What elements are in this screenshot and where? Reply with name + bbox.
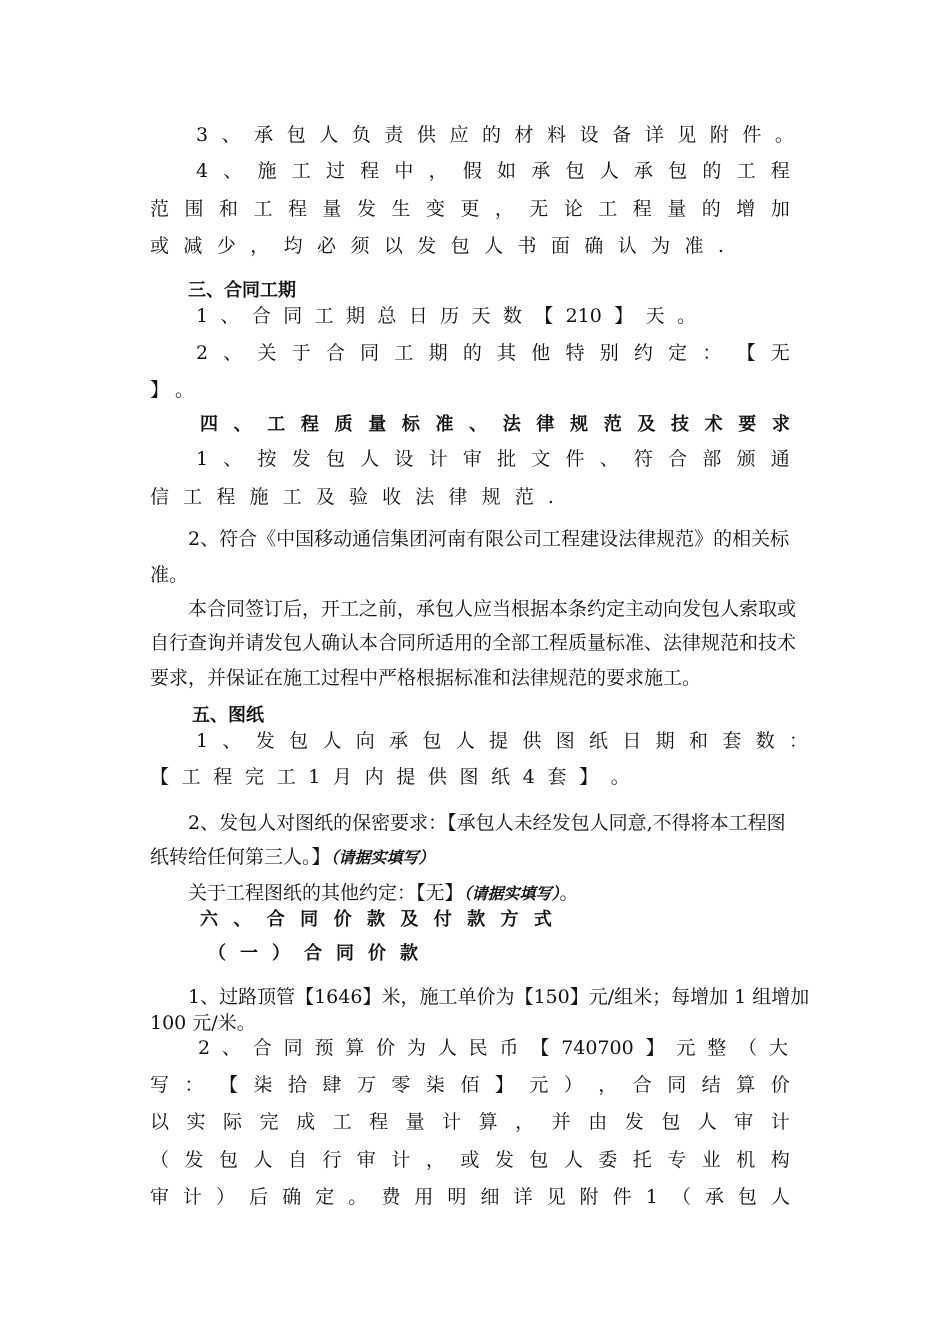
fill-note: （请据实填写） [330, 848, 435, 867]
section-6-1-heading: （ 一 ） 合 同 价 款 [208, 943, 418, 964]
section-3-heading: 三、合同工期 [188, 280, 296, 301]
clause-5-2: 2、发包人对图纸的保密要求：【承包人未经发包人同意,不得将本工程图 [188, 812, 786, 834]
clause-4-para-2: 自行查询并请发包人确认本合同所适用的全部工程质量标准、法律规范和技术 [150, 632, 797, 654]
clause-2-4: 4 、 施 工 过 程 中 ， 假 如 承 包 人 承 包 的 工 程 [196, 160, 790, 182]
clause-5-2-text: 纸转给任何第三人。】 [150, 846, 331, 868]
clause-2-4-cont-2: 或 减 少 ， 均 必 须 以 发 包 人 书 面 确 认 为 准 . [150, 235, 724, 257]
clause-3-1: 1 、 合 同 工 期 总 日 历 天 数 【 210 】 天 。 [196, 305, 696, 327]
fill-note: （请据实填写） [463, 884, 560, 903]
section-6-heading: 六 、 合 同 价 款 及 付 款 方 式 [200, 909, 552, 930]
section-5-heading: 五、图纸 [192, 705, 264, 726]
clause-5-other: 关于工程图纸的其他约定：【无】（请据实填写）。 [188, 882, 579, 904]
clause-4-2-cont: 准。 [150, 564, 189, 586]
clause-6-2-cont-3: （ 发 包 人 自 行 审 计 ， 或 发 包 人 委 托 专 业 机 构 [150, 1149, 790, 1171]
clause-5-2-cont [150, 844, 790, 871]
clause-4-1: 1 、 按 发 包 人 设 计 审 批 文 件 、 符 合 部 颁 通 [196, 448, 790, 470]
section-4-heading: 四 、 工 程 质 量 标 准 、 法 律 规 范 及 技 术 要 求 [200, 414, 790, 435]
clause-4-1-cont: 信 工 程 施 工 及 验 收 法 律 规 范 . [150, 486, 554, 508]
clause-5-1: 1 、 发 包 人 向 承 包 人 提 供 图 纸 日 期 和 套 数 ： [196, 730, 808, 752]
clause-2-3: 3 、 承 包 人 负 责 供 应 的 材 料 设 备 详 见 附 件 。 [196, 124, 794, 146]
clause-6-2-cont-2: 以 实 际 完 成 工 程 量 计 算 ， 并 由 发 包 人 审 计 [150, 1111, 790, 1133]
clause-6-2-cont-4: 审 计 ） 后 确 定 。 费 用 明 细 详 见 附 件 1 （ 承 包 人 [150, 1186, 790, 1208]
clause-4-2: 2、符合《中国移动通信集团河南有限公司工程建设法律规范》的相关标 [188, 528, 790, 550]
clause-6-2: 2 、 合 同 预 算 价 为 人 民 币 【 740700 】 元 整 （ 大 [198, 1037, 788, 1059]
clause-4-para-3: 要求，并保证在施工过程中严格根据标准和法律规范的要求施工。 [150, 667, 702, 689]
clause-6-2-cont-1: 写 ： 【 柒 拾 肆 万 零 柒 佰 】 元 ） ， 合 同 结 算 价 [150, 1074, 790, 1096]
clause-6-1: 1、过路顶管【1646】米，施工单价为【150】元/组米；每增加 1 组增加 [188, 986, 810, 1008]
clause-5-1-cont: 【 工 程 完 工 1 月 内 提 供 图 纸 4 套 】 。 [150, 766, 630, 788]
clause-6-1-cont: 100 元/米。 [150, 1012, 256, 1034]
clause-5-other-text: 关于工程图纸的其他约定：【无】 [188, 882, 464, 904]
clause-4-para-1: 本合同签订后，开工之前，承包人应当根据本条约定主动向发包人索取或 [188, 598, 797, 620]
clause-3-2: 2 、 关 于 合 同 工 期 的 其 他 特 别 约 定 ： 【 无 [196, 342, 790, 364]
clause-3-2-cont: 】 。 [150, 379, 195, 401]
clause-2-4-cont-1: 范 围 和 工 程 量 发 生 变 更 ， 无 论 工 程 量 的 增 加 [150, 198, 790, 220]
